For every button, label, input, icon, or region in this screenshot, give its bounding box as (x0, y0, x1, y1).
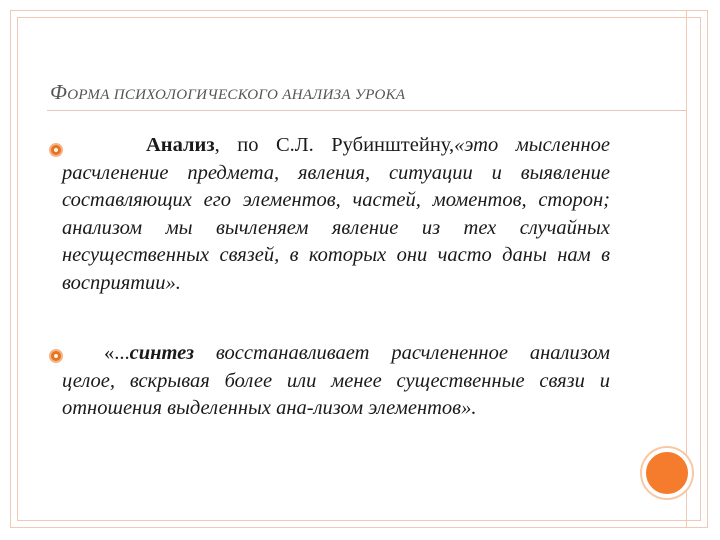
bullet-icon (49, 349, 63, 363)
analysis-quote: «это мысленное расчленение предмета, явления, ситуации и выявление составляющих его элементов, частей, моментов, сторон; анализом мы вычленяем явление из тех случайных несущественных связей, в которых они часто даны нам в восприятии». (62, 134, 610, 294)
synthesis-prefix: «... (104, 342, 130, 364)
analysis-term: Анализ (146, 134, 215, 156)
slide-title (50, 80, 670, 105)
title-rest: ОРМА ПСИХОЛОГИЧЕСКОГО АНАЛИЗА УРОКА (67, 87, 406, 103)
point-analysis (62, 132, 610, 297)
title-divider (47, 110, 687, 111)
synthesis-text: восстанавливает расчлененное анализом целое, вскрывая более или менее существенные связи и отношения выделенных ана-лизом элементов». (62, 342, 610, 419)
bullet-icon (49, 143, 63, 157)
point-synthesis (62, 340, 610, 423)
analysis-source: , по С.Л. Рубинштейну, (214, 134, 455, 156)
decorative-circle (642, 448, 692, 498)
synthesis-term: синтез (129, 342, 195, 364)
title-first-letter: Ф (50, 80, 68, 104)
slide-frame-line (686, 10, 687, 528)
